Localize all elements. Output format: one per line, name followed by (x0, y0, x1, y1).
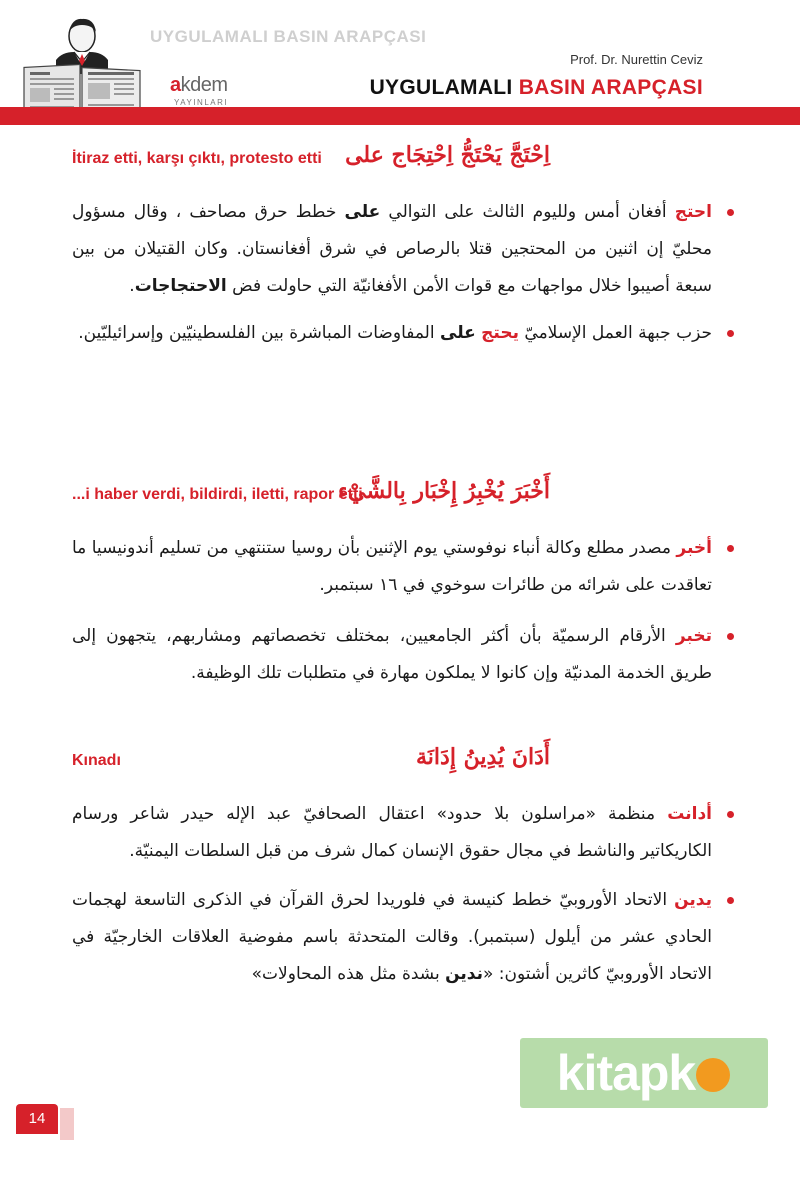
book-title: UYGULAMALI BASIN ARAPÇASI (369, 76, 703, 99)
bullet-dot (727, 897, 734, 904)
example-sentence: حزب جبهة العمل الإسلاميّ يحتج على المفاوضات المباشرة بين الفلسطينيّين وإسرائيليّين. (72, 315, 712, 352)
author-name: Prof. Dr. Nurettin Ceviz (570, 52, 703, 67)
arabic-verb-heading: اِحْتَجَّ يَحْتَجُّ اِحْتِجَاج على (345, 142, 550, 168)
page-number: 14 (16, 1104, 58, 1134)
bullet-dot (727, 811, 734, 818)
section-inform (0, 476, 800, 692)
newspaper-reader-illustration (14, 14, 149, 120)
arabic-verb-heading: أَخْبَرَ يُخْبِرُ إِخْبَار بِالشَّيْء (337, 478, 550, 504)
example-sentence: احتج أفغان أمس ولليوم الثالث على التوالي على خطط حرق مصاحف ، وقال مسؤول محليّ إن اثنين من المحتجين قتلا بالرصاص في شرق أفغانستان. وكان القتيلان من بين سبعة أصيبوا خلال مواجهات مع قوات الأمن الأفغانيّة التي حاولت فض الاحتجاجات. (72, 194, 712, 305)
turkish-meaning: Kınadı (72, 752, 121, 769)
section-protest (0, 140, 800, 352)
header-red-bar (0, 107, 800, 125)
ghost-book-title: UYGULAMALI BASIN ARAPÇASI (150, 27, 427, 46)
turkish-meaning: İtiraz etti, karşı çıktı, protesto etti (72, 150, 322, 167)
bullet-dot (727, 633, 734, 640)
page-header (0, 0, 800, 128)
arabic-verb-heading: أَدَانَ يُدِينُ إِدَانَة (416, 744, 550, 770)
kitapkolbi-watermark: kitapkbi.com (520, 1038, 768, 1108)
turkish-meaning: ...i haber verdi, bildirdi, iletti, rapor etti (72, 486, 363, 503)
example-sentence: تخبر الأرقام الرسميّة بأن أكثر الجامعيين، بمختلف تخصصاتهم ومشاربهم، يتجهون إلى طريق الخدمة المدنيّة وإن كانوا لا يملكون مهارة في متطلبات تلك الوظيفة. (72, 618, 712, 692)
section-condemn (0, 742, 800, 993)
example-sentence: يدين الاتحاد الأوروبيّ خطط كنيسة في فلوريدا لحرق القرآن في الذكرى التاسعة لهجمات الحادي عشر من أيلول (سبتمبر). وقالت المتحدثة باسم مفوضية العلاقات الخارجيّة في الاتحاد الأوروبيّ كاثرين أشتون: «ندين بشدة مثل هذه المحاولات» (72, 882, 712, 993)
example-sentence: أدانت منظمة «مراسلون بلا حدود» اعتقال الصحافيّ عبد الإله حيدر شاعر ورسام الكاريكاتير والناشط في مجال حقوق الإنسان كمال شرف من قبل السلطات اليمنيّة. (72, 796, 712, 870)
page-edge-tab (60, 1108, 74, 1140)
bullet-dot (727, 330, 734, 337)
orange-circle-icon (696, 1058, 730, 1092)
bullet-dot (727, 209, 734, 216)
publisher-logo: akdem YAYINLARI (170, 74, 229, 107)
example-sentence: أخبر مصدر مطلع وكالة أنباء نوفوستي يوم الإثنين بأن روسيا ستنتهي من تسليم أندونيسيا ما تعاقدت على شرائه من طائرات سوخوي في ١٦ سبتمبر. (72, 530, 712, 604)
bullet-dot (727, 545, 734, 552)
